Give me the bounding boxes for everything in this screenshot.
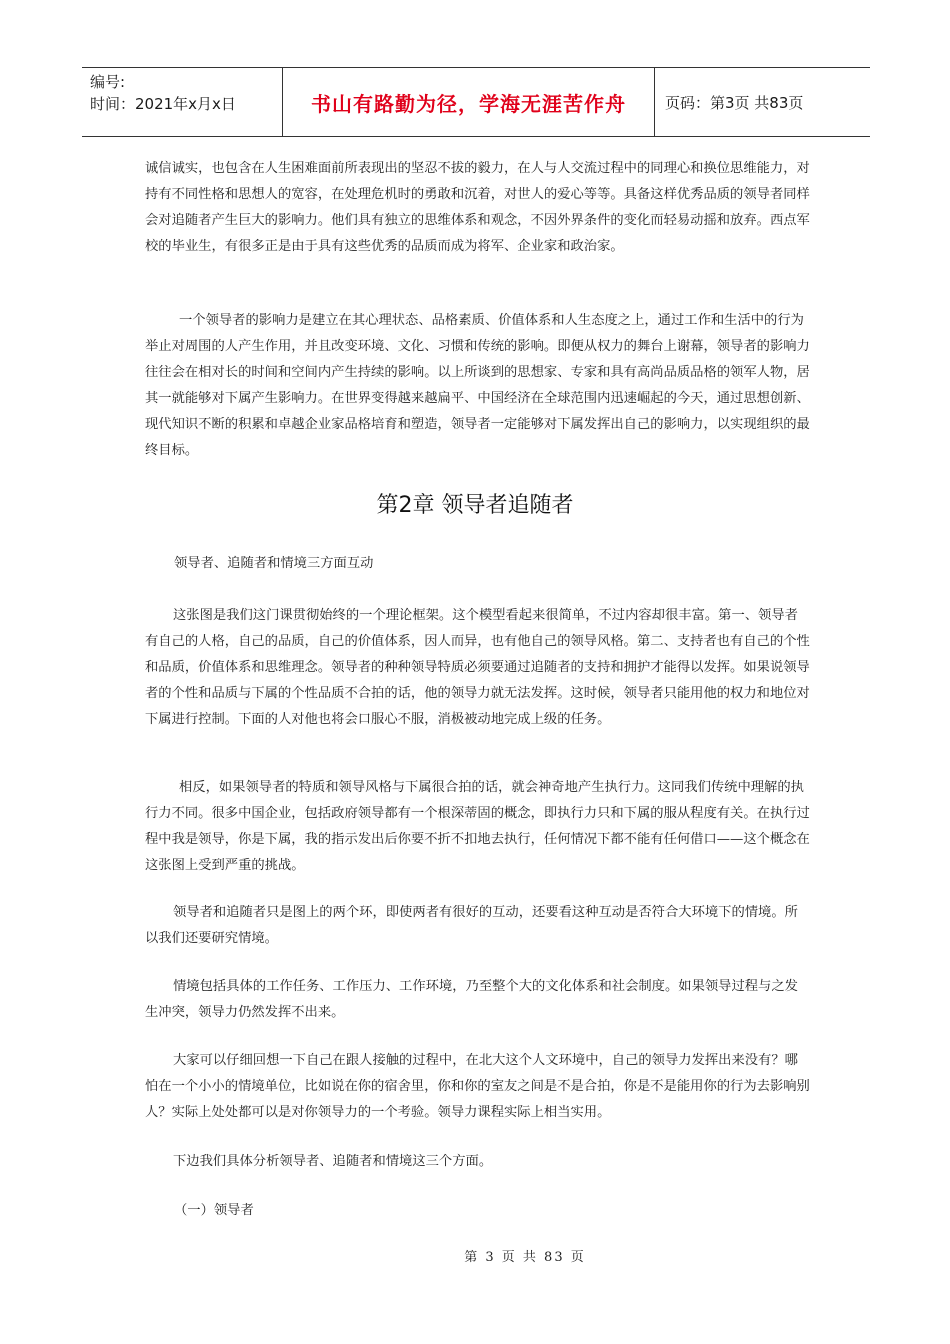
paragraph-text: 领导者和追随者只是图上的两个环，即使两者有很好的互动，还要看这种互动是否符合大环境下的情境。所以我们还要研究情境。 <box>145 905 798 946</box>
header-motto: 书山有路勤为径，学海无涯苦作舟 <box>311 91 626 116</box>
paragraph-text: 相反，如果领导者的特质和领导风格与下属很合拍的话，就会神奇地产生执行力。这同我们传统中理解的执行力不同。很多中国企业，包括政府领导都有一个根深蒂固的概念，即执行力只和下属的服从程度有关。在执行过程中我是领导，你是下属，我的指示发出后你要不折不扣地去执行，任何情况下都不能有任何借口——这个概念在这张图上受到严重的挑战。 <box>145 780 810 873</box>
paragraph-text: 领导者、追随者和情境三方面互动 <box>174 556 374 571</box>
page-footer: 第 3 页 共 83 页 <box>464 1250 586 1265</box>
paragraph-text: 一个领导者的影响力是建立在其心理状态、品格素质、价值体系和人生态度之上，通过工作和生活中的行为举止对周围的人产生作用，并且改变环境、文化、习惯和传统的影响。即便从权力的舞台上谢幕，领导者的影响力往往会在相对长的时间和空间内产生持续的影响。以上所谈到的思想家、专家和具有高尚品质品格的领军人物，居其一就能够对下属产生影响力。在世界变得越来越扁平、中国经济在全球范围内迅速崛起的今天，通过思想创新、现代知识不断的积累和卓越企业家品格培育和塑造，领导者一定能够对下属发挥出自己的影响力，以实现组织的最终目标。 <box>145 313 810 458</box>
paragraph-6 <box>145 900 810 952</box>
document-time-label: 时间：2021年x月x日 <box>90 95 236 113</box>
header-motto-cell <box>283 68 655 136</box>
paragraph-10 <box>174 1198 839 1224</box>
paragraph-1 <box>145 156 810 260</box>
paragraph-5 <box>145 775 810 879</box>
document-number-label: 编号: <box>90 73 126 91</box>
section-heading: （一）领导者 <box>174 1203 254 1218</box>
paragraph-7 <box>145 974 810 1026</box>
paragraph-9 <box>145 1149 810 1175</box>
paragraph-text: 下边我们具体分析领导者、追随者和情境这三个方面。 <box>173 1154 493 1169</box>
paragraph-text: 大家可以仔细回想一下自己在跟人接触的过程中，在北大这个人文环境中，自己的领导力发挥出来没有？哪怕在一个小小的情境单位，比如说在你的宿舍里，你和你的室友之间是不是合拍，你是不是能用你的行为去影响别人？实际上处处都可以是对你领导力的一个考验。领导力课程实际上相当实用。 <box>145 1053 810 1120</box>
chapter-title: 第2章 领导者追随者 <box>376 493 574 518</box>
paragraph-text: 情境包括具体的工作任务、工作压力、工作环境，乃至整个大的文化体系和社会制度。如果领导过程与之发生冲突，领导力仍然发挥不出来。 <box>145 979 798 1020</box>
paragraph-8 <box>145 1048 810 1126</box>
paragraph-4 <box>145 603 810 733</box>
paragraph-text: 诚信诚实，也包含在人生困难面前所表现出的坚忍不拔的毅力，在人与人交流过程中的同理心和换位思维能力，对持有不同性格和思想人的宽容，在处理危机时的勇敢和沉着，对世人的爱心等等。具备这样优秀品质的领导者同样会对追随者产生巨大的影响力。他们具有独立的思维体系和观念，不因外界条件的变化而轻易动摇和放弃。西点军校的毕业生，有很多正是由于具有这些优秀的品质而成为将军、企业家和政治家。 <box>145 161 810 254</box>
paragraph-3 <box>174 551 839 577</box>
paragraph-text: 这张图是我们这门课贯彻始终的一个理论框架。这个模型看起来很简单，不过内容却很丰富。第一、领导者有自己的人格，自己的品质，自己的价值体系，因人而异，也有他自己的领导风格。第二、支持者也有自己的个性和品质，价值体系和思维理念。领导者的种种领导特质必须要通过追随者的支持和拥护才能得以发挥。如果说领导者的个性和品质与下属的个性品质不合拍的话，他的领导力就无法发挥。这时候，领导者只能用他的权力和地位对下属进行控制。下面的人对他也将会口服心不服，消极被动地完成上级的任务。 <box>145 608 810 727</box>
paragraph-2 <box>145 308 810 464</box>
page-header <box>82 67 870 137</box>
header-meta <box>82 68 283 136</box>
header-page-info: 页码：第3页 共83页 <box>665 93 804 112</box>
